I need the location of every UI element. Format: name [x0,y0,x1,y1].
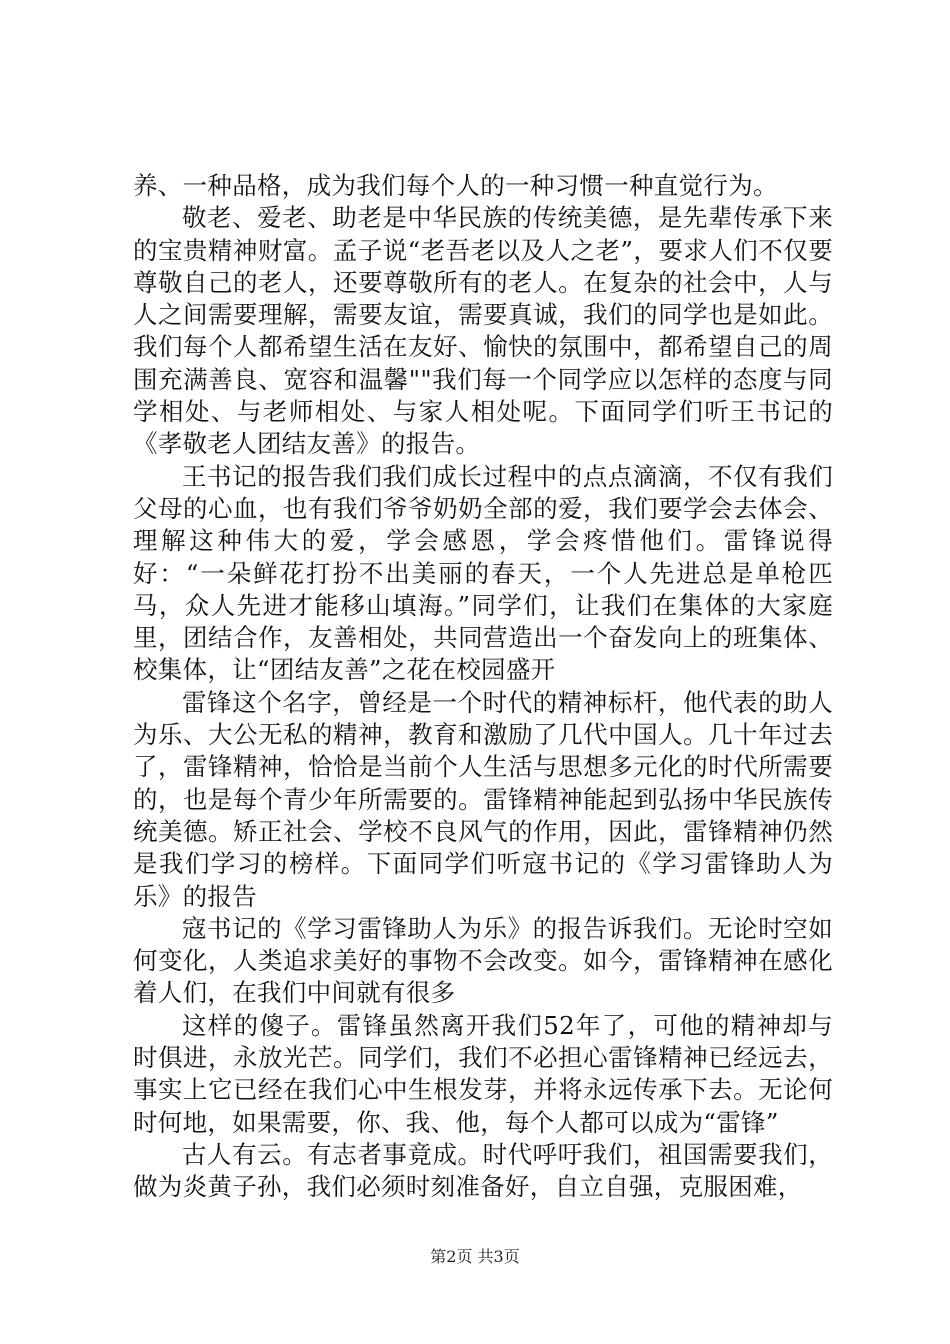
paragraph-1: 养、一种品格，成为我们每个人的一种习惯一种直觉行为。 [133,171,778,200]
paragraph-7: 古人有云。有志者事竟成。时代呼吁我们，祖国需要我们，做为炎黄子孙，我们必须时刻准备好，自立自强，克服困难， [133,1139,833,1202]
paragraph-5: 寇书记的《学习雷锋助人为乐》的报告诉我们。无论时空如何变化，人类追求美好的事物不会改变。如今，雷锋精神在感化着人们，在我们中间就有很多 [133,913,833,1008]
page-number-footer: 第2页 共3页 [430,1247,520,1266]
document-body [133,170,833,1204]
paragraph-4: 雷锋这个名字，曾经是一个时代的精神标杆，他代表的助人为乐、大公无私的精神，教育和激励了几代中国人。几十年过去了，雷锋精神，恰恰是当前个人生活与思想多元化的时代所需要的，也是每个青少年所需要的。雷锋精神能起到弘扬中华民族传统美德。矫正社会、学校不良风气的作用，因此，雷锋精神仍然是我们学习的榜样。下面同学们听寇书记的《学习雷锋助人为乐》的报告 [133,687,833,911]
paragraph-2: 敬老、爱老、助老是中华民族的传统美德，是先辈传承下来的宝贵精神财富。孟子说“老吾老以及人之老”，要求人们不仅要尊敬自己的老人，还要尊敬所有的老人。在复杂的社会中，人与人之间需要理解，需要友谊，需要真诚，我们的同学也是如此。我们每个人都希望生活在友好、愉快的氛围中，都希望自己的周围充满善良、宽容和温馨""我们每一个同学应以怎样的态度与同学相处、与老师相处、与家人相处呢。下面同学们听王书记的《孝敬老人团结友善》的报告。 [133,203,833,459]
paragraph-3: 王书记的报告我们我们成长过程中的点点滴滴，不仅有我们父母的心血，也有我们爷爷奶奶全部的爱，我们要学会去体会、理解这种伟大的爱，学会感恩，学会疼惜他们。雷锋说得好：“一朵鲜花打扮不出美丽的春天，一个人先进总是单枪匹马，众人先进才能移山填海。”同学们，让我们在集体的大家庭里，团结合作，友善相处，共同营造出一个奋发向上的班集体、校集体，让“团结友善”之花在校园盛开 [133,461,833,685]
paragraph-6: 这样的傻子。雷锋虽然离开我们52年了，可他的精神却与时俱进，永放光芒。同学们，我们不必担心雷锋精神已经远去，事实上它已经在我们心中生根发芽，并将永远传承下去。无论何时何地，如果需要，你、我、他，每个人都可以成为“雷锋” [133,1010,833,1137]
